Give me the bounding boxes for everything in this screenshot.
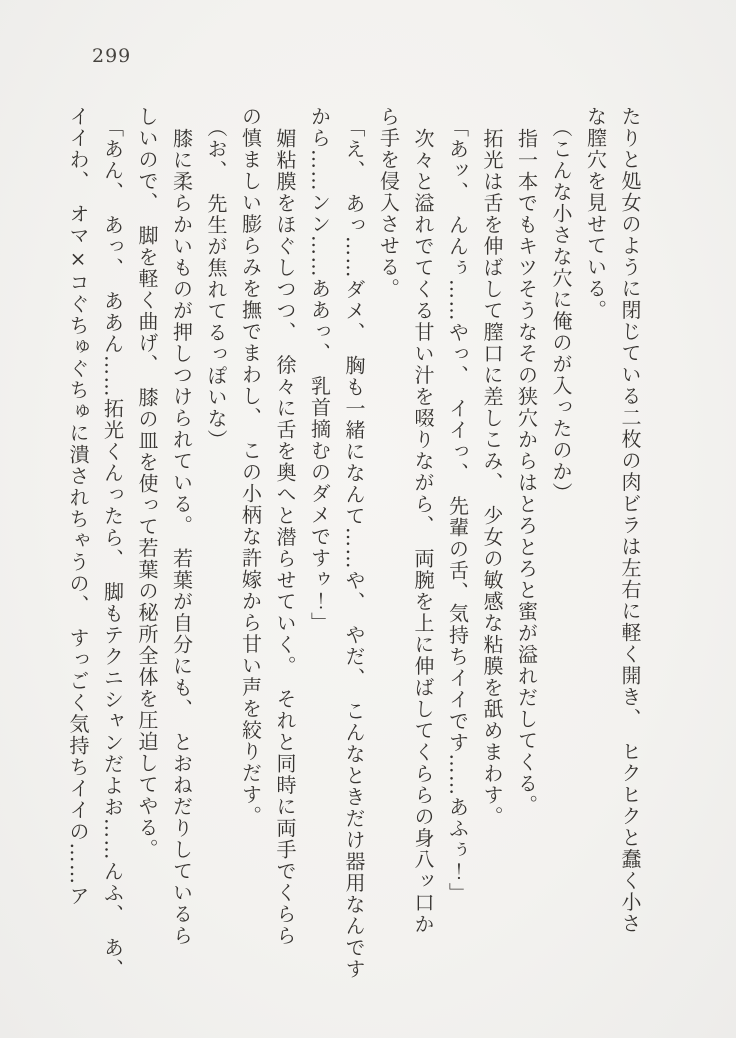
text-line: 指一本でもキツそうなその狭穴からはとろとろと蜜が溢れだしてくる。 bbox=[514, 127, 539, 816]
body-text bbox=[57, 106, 647, 1032]
text-line: 拓光は舌を伸ばして膣口に差しこみ、 少女の敏感な粘膜を舐めまわす。 bbox=[480, 127, 504, 827]
text-line: な膣穴を見せている。 bbox=[583, 106, 608, 321]
page-number: 299 bbox=[92, 45, 132, 67]
text-line: イイわ、 オマ×コぐちゅぐちゅに潰されちゃうの、 すっごく気持ちイイの……ア bbox=[66, 106, 90, 907]
text-line: たりと処女のように閉じている二枚の肉ビラは左右に軽く開き、 ヒクヒクと蠢く小さ bbox=[618, 106, 642, 935]
text-line: （お、 先生が焦れてるっぽいな） bbox=[204, 117, 228, 451]
text-line: ら手を侵入させる。 bbox=[376, 106, 401, 300]
text-line: から……ンン……ああっ、 乳首摘むのダメですゥ！」 bbox=[307, 106, 332, 634]
text-line: しいので、 脚を軽く曲げ、 膝の皿を使って若葉の秘所全体を圧迫してやる。 bbox=[135, 106, 159, 860]
text-line: 「あん、 あっ、 ああん……拓光くんったら、 脚もテクニシャンだよお……んふ、 あ、 bbox=[100, 117, 125, 980]
text-line: 膝に柔らかいものが押しつけられている。 若葉が自分にも、 とおねだりしているら bbox=[169, 127, 194, 946]
text-line: 「あッ、 んんぅ……やっ、 イイっ、 先輩の舌、気持ちイイです……あふぅ！」 bbox=[445, 117, 470, 904]
text-line: （こんな小さな穴に俺のが入ったのか） bbox=[549, 117, 573, 504]
text-line: 次々と溢れでてくる甘い汁を啜りながら、 両腕を上に伸ばしてくららの身八ッ口か bbox=[411, 127, 435, 935]
text-line: 「え、 あっ……ダメ、 胸も一緒になんて……や、 やだ、 こんなときだけ器用なんです bbox=[342, 117, 366, 980]
text-line: の慎ましい膨らみを撫でまわし、 この小柄な許嫁から甘い声を絞りだす。 bbox=[238, 106, 263, 827]
text-line: 媚粘膜をほぐしつつ、 徐々に舌を奥へと潜らせていく。 それと同時に両手でくらら bbox=[273, 127, 297, 946]
